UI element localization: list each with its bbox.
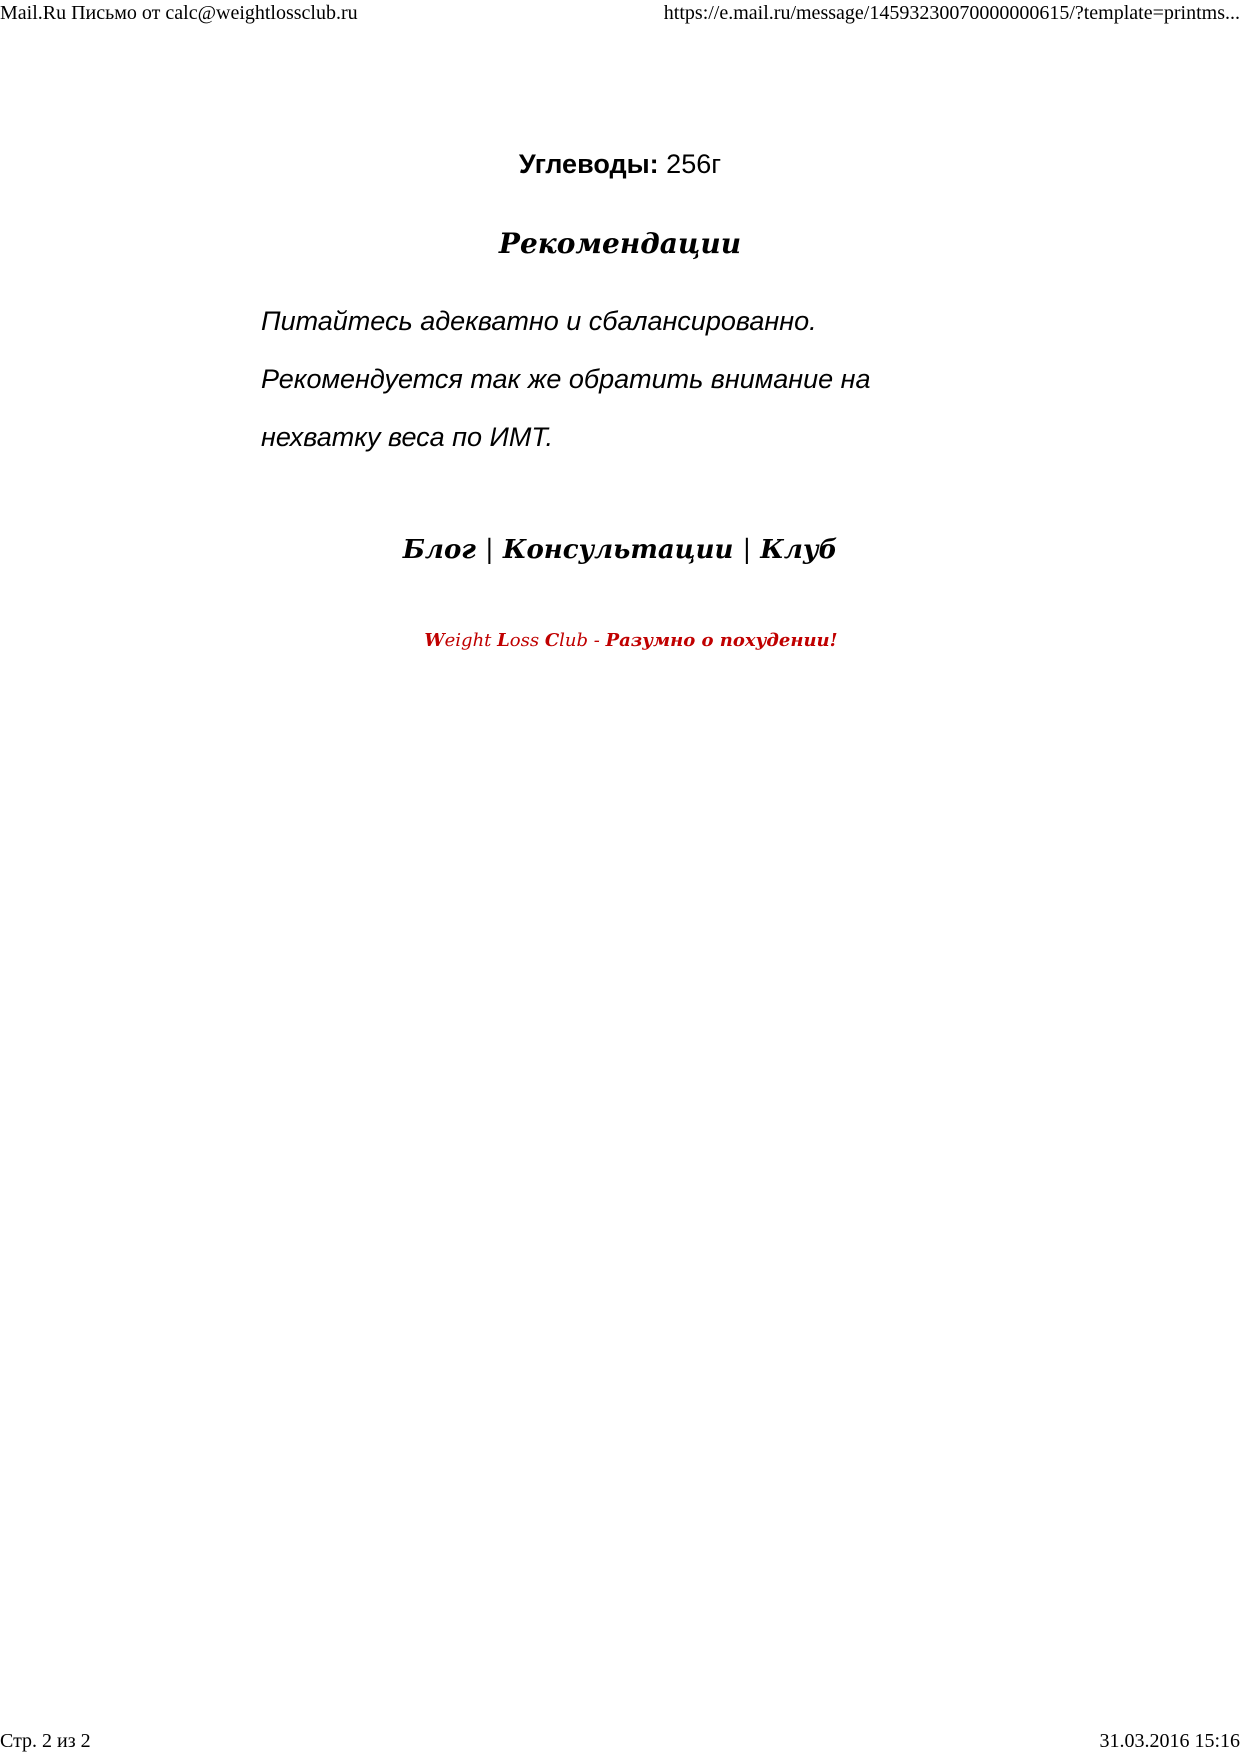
brand-word-club: lub [559, 630, 589, 651]
carbs-label: Углеводы: [518, 149, 659, 179]
footer-nav [0, 530, 1240, 570]
nav-separator: | [484, 535, 494, 565]
brand-word-weight: eight [444, 630, 498, 651]
carbs-line [0, 146, 1240, 182]
brand-word-loss: oss [509, 630, 545, 651]
brand-dash: - [588, 630, 606, 651]
recommendation-line: нехватку веса по ИМТ. [261, 422, 553, 452]
recommendations-heading: Рекомендации [498, 227, 742, 260]
brand-letter-l: L [497, 630, 510, 651]
carbs-value: 256г [666, 149, 722, 179]
brand-tagline [0, 626, 1240, 656]
print-header-url: https://e.mail.ru/message/14593230070000000615/?template=printms... [663, 2, 1240, 24]
brand-letter-c: C [544, 630, 560, 651]
recommendation-line: Питайтесь адекватно и сбалансированно. [261, 306, 817, 336]
print-footer [0, 1728, 1240, 1754]
brand-letter-w: W [424, 630, 445, 651]
nav-separator: | [742, 535, 752, 565]
nav-link-blog[interactable]: Блог [402, 535, 476, 565]
nav-link-club[interactable]: Клуб [760, 535, 838, 565]
brand-slogan: Разумно о похудении! [605, 630, 838, 651]
nav-link-consultations[interactable]: Консультации [502, 535, 734, 565]
recommendations-text [261, 292, 961, 466]
print-header [0, 0, 1240, 26]
page-number: Стр. 2 из 2 [0, 1730, 91, 1752]
recommendation-line: Рекомендуется так же обратить внимание на [261, 364, 871, 394]
print-datetime: 31.03.2016 15:16 [1099, 1730, 1240, 1752]
print-header-title: Mail.Ru Письмо от calc@weightlossclub.ru [0, 2, 358, 24]
